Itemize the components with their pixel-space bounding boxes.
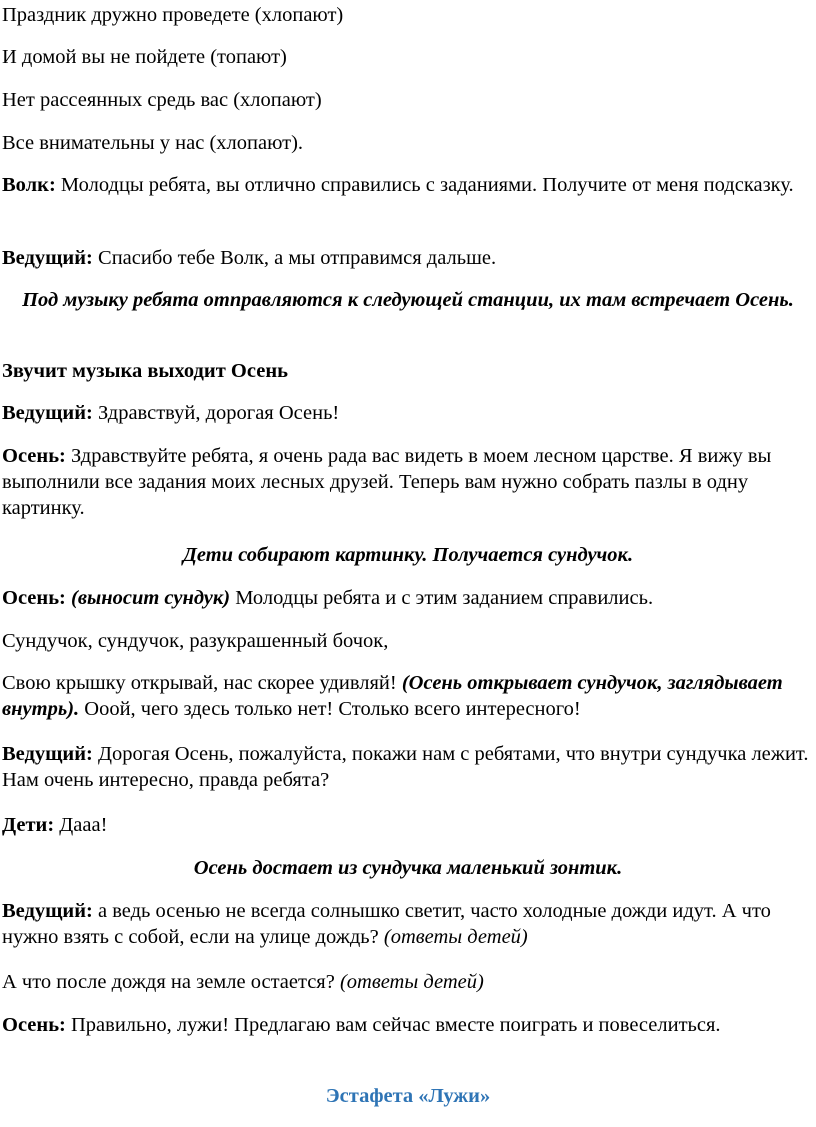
deti-speech: Дааа!	[54, 814, 108, 836]
speaker-vedushchiy: Ведущий:	[2, 247, 93, 269]
verse-line-5: Сундучок, сундучок, разукрашенный бочок,	[2, 630, 389, 652]
paragraph-deti	[2, 812, 814, 838]
children-answers-note: (ответы детей)	[383, 926, 528, 948]
speaker-osen: Осень:	[2, 587, 66, 609]
stage-direction-2: Звучит музыка выходит Осень	[2, 360, 288, 382]
stage-direction-4: Осень достает из сундучка маленький зонтик.	[193, 857, 623, 879]
section-heading: Эстафета «Лужи»	[325, 1085, 491, 1107]
paragraph-volk	[2, 172, 814, 198]
verse-line-1: Праздник дружно проведете (хлопают)	[2, 4, 344, 26]
verse-text: Свою крышку открывай, нас скорее удивляй!	[2, 672, 402, 694]
paragraph-vedushchiy-1	[2, 245, 814, 271]
speaker-volk: Волк:	[2, 174, 56, 196]
verse-line-2: И домой вы не пойдете (топают)	[2, 46, 287, 68]
osen-action: (выносит сундук)	[65, 587, 231, 609]
vedushchiy-speech: Здравствуй, дорогая Осень!	[92, 402, 340, 424]
verse-line-6	[2, 670, 814, 722]
speaker-vedushchiy: Ведущий:	[2, 402, 93, 424]
speaker-deti: Дети:	[2, 814, 55, 836]
vedushchiy-speech: а ведь осенью не всегда солнышко светит, часто холодные дожди идут. А что нужно взять с собой, если на улице дождь?	[2, 900, 771, 948]
stage-direction-3: Дети собирают картинку. Получается сундучок.	[182, 544, 634, 566]
stage-direction-1: Под музыку ребята отправляются к следующей станции, их там встречает Осень.	[22, 289, 794, 311]
vedushchiy-speech: Спасибо тебе Волк, а мы отправимся дальше.	[92, 247, 497, 269]
verse-line-3: Нет рассеянных средь вас (хлопают)	[2, 89, 322, 111]
speaker-vedushchiy: Ведущий:	[2, 900, 93, 922]
paragraph-osen-1	[2, 443, 814, 521]
question-line	[2, 969, 814, 995]
paragraph-vedushchiy-4	[2, 898, 814, 950]
paragraph-osen-2	[2, 585, 814, 611]
verse-tail: Ооой, чего здесь только нет! Столько всего интересного!	[79, 698, 581, 720]
volk-speech: Молодцы ребята, вы отлично справились с заданиями. Получите от меня подсказку.	[55, 174, 794, 196]
osen-speech: Молодцы ребята и с этим заданием справились.	[230, 587, 654, 609]
osen-speech: Здравствуйте ребята, я очень рада вас видеть в моем лесном царстве. Я вижу вы выполнили все задания моих лесных друзей. Теперь вам нужно собрать пазлы в одну картинку.	[2, 445, 772, 519]
osen-action: (Осень открывает сундучок, заглядывает внутрь).	[2, 672, 783, 720]
paragraph-vedushchiy-3	[2, 741, 814, 793]
verse-line-4: Все внимательны у нас (хлопают).	[2, 132, 304, 154]
paragraph-vedushchiy-2	[2, 400, 814, 426]
question-text: А что после дождя на земле остается?	[2, 971, 340, 993]
paragraph-osen-3	[2, 1012, 814, 1038]
speaker-osen: Осень:	[2, 445, 66, 467]
speaker-osen: Осень:	[2, 1014, 66, 1036]
children-answers-note: (ответы детей)	[339, 971, 484, 993]
vedushchiy-speech: Дорогая Осень, пожалуйста, покажи нам с ребятами, что внутри сундучка лежит. Нам очень интересно, правда ребята?	[2, 743, 809, 791]
speaker-vedushchiy: Ведущий:	[2, 743, 93, 765]
osen-speech: Правильно, лужи! Предлагаю вам сейчас вместе поиграть и повеселиться.	[65, 1014, 721, 1036]
